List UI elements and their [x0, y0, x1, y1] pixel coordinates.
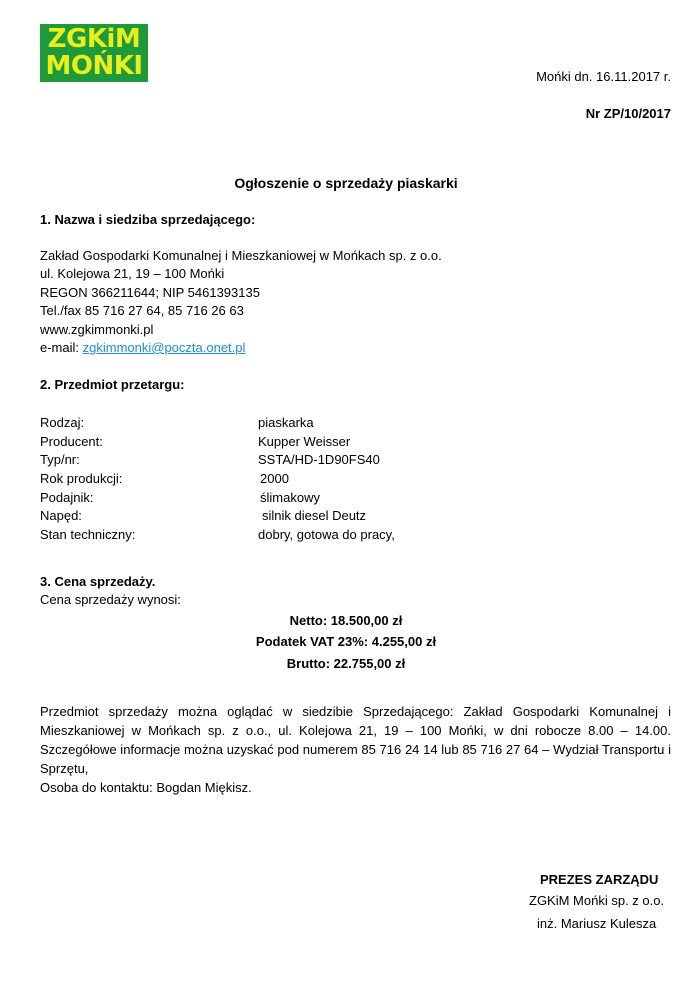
seller-website[interactable]: www.zgkimmonki.pl [40, 322, 154, 337]
signature-name: inż. Mariusz Kulesza [537, 916, 657, 931]
price-brutto: Brutto: 22.755,00 zł [286, 656, 406, 671]
price-netto: Netto: 18.500,00 zł [289, 613, 403, 628]
spec-value-drive: silnik diesel Deutz [262, 508, 367, 523]
logo-line-1: ZGKiM [47, 24, 141, 54]
spec-label-type: Rodzaj: [40, 415, 85, 430]
spec-value-producer: Kupper Weisser [258, 434, 351, 449]
contact-person: Osoba do kontaktu: Bogdan Miękisz. [40, 780, 252, 795]
section1-heading: 1. Nazwa i siedziba sprzedającego: [40, 212, 256, 227]
spec-value-feeder: ślimakowy [260, 490, 320, 505]
spec-value-type: piaskarka [258, 415, 314, 430]
spec-label-drive: Napęd: [40, 508, 82, 523]
seller-email-line [40, 340, 245, 355]
spec-value-condition: dobry, gotowa do pracy, [258, 527, 395, 542]
price-vat: Podatek VAT 23%: 4.255,00 zł [255, 634, 437, 649]
seller-name: Zakład Gospodarki Komunalnej i Mieszkaniowej w Mońkach sp. z o.o. [40, 248, 442, 263]
price-intro: Cena sprzedaży wynosi: [40, 592, 181, 607]
signature-company: ZGKiM Mońki sp. z o.o. [529, 893, 665, 908]
section3-heading: 3. Cena sprzedaży. [40, 574, 156, 589]
company-logo [40, 24, 148, 82]
spec-label-year: Rok produkcji: [40, 471, 123, 486]
closing-paragraph [40, 702, 671, 797]
spec-label-producer: Producent: [40, 434, 103, 449]
page-title: Ogłoszenie o sprzedaży piaskarki [234, 175, 458, 191]
logo-line-2: MOŃKI [45, 51, 143, 81]
spec-label-model: Typ/nr: [40, 452, 80, 467]
viewing-info: Przedmiot sprzedaży można oglądać w siedzibie Sprzedającego: Zakład Gospodarki Komunalnej i Mieszkaniowej w Mońkach sp. z o.o., ul. Kolejowa 21, 19 – 100 Mońki, w dni robocze 8.00 – 14.00. Szczegółowe informacje można uzyskać pod numerem 85 716 24 14 lub 85 716 27 64 – Wydział Transportu i Sprzętu, [40, 704, 671, 776]
email-label: e-mail: [40, 340, 83, 355]
spec-label-feeder: Podajnik: [40, 490, 94, 505]
reference-number: Nr ZP/10/2017 [585, 106, 671, 121]
spec-label-condition: Stan techniczny: [40, 527, 136, 542]
signature-title: PREZES ZARZĄDU [540, 872, 659, 887]
seller-address: ul. Kolejowa 21, 19 – 100 Mońki [40, 266, 225, 281]
section2-heading: 2. Przedmiot przetargu: [40, 377, 185, 392]
spec-value-model: SSTA/HD-1D90FS40 [258, 452, 380, 467]
seller-regon-nip: REGON 366211644; NIP 5461393135 [40, 285, 260, 300]
seller-phone: Tel./fax 85 716 27 64, 85 716 26 63 [40, 303, 244, 318]
email-link[interactable]: zgkimmonki@poczta.onet.pl [82, 340, 246, 355]
place-date: Mońki dn. 16.11.2017 r. [536, 69, 671, 84]
spec-value-year: 2000 [260, 471, 289, 486]
